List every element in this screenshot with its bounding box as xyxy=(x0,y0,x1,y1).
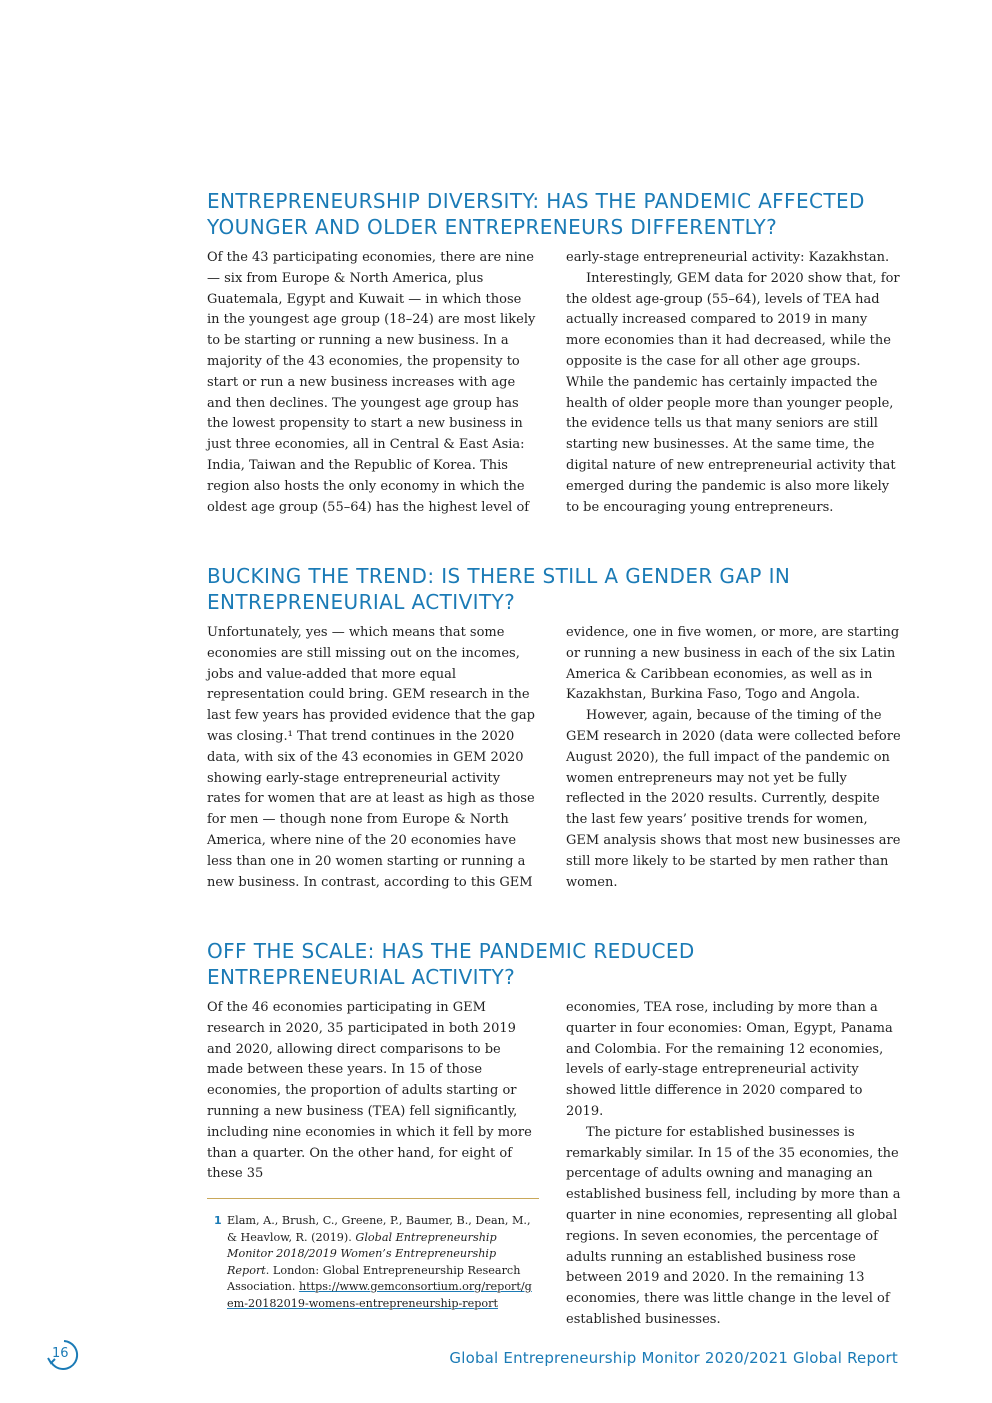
paragraph: However, again, because of the timing of the GEM research in 2020 (data were collected before August 2020), the full impact of the pandemic on women entrepreneurs may not yet be fully reflected in the 2020 results. Currently, despite the last few years’ positive trends for women, GEM analysis shows that most new businesses are still more likely to be started by men rather than women. xyxy=(566,708,901,890)
paragraph: Unfortunately, yes — which means that some economies are still missing out on the incomes, jobs and value-added that more equal representation could bring. GEM research in the last few years has provided evidence that the gap was closing.¹ That trend continues in the 2020 data, with six of the 43 economies in GEM 2020 showing early-stage entrepreneurial activity rates for women that are at least as high as those for men — though none from Europe & North America, where nine of the 20 economies have less than one in 20 women starting or running a new business. In contrast, according to this GEM xyxy=(207,625,535,890)
page-number-label: 16 xyxy=(52,1346,69,1361)
paragraph: early-stage entrepreneurial activity: Kazakhstan. xyxy=(566,250,890,265)
footnote-authors: Elam, A., Brush, C., Greene, P., Baumer, B., Dean, M., & Heavlow, R. (2019). xyxy=(227,1214,531,1244)
paragraph: evidence, one in five women, or more, are starting or running a new business in each of the six Latin America & Caribbean economies, as well as in Kazakhstan, Burkina Faso, Togo and Angola. xyxy=(566,625,900,703)
footnote-title: Global Entrepreneurship Monitor 2018/2019 Women’s Entrepreneurship Report xyxy=(227,1230,497,1277)
paragraph: The picture for established businesses is remarkably similar. In 15 of the 35 economies, the percentage of adults owning and managing an established business fell, including by more than a quarter in nine economies, representing all global regions. In seven economies, the percentage of adults running an established business rose between 2019 and 2020. In the remaining 13 economies, there was little change in the level of established businesses. xyxy=(566,1124,901,1327)
paragraph: Of the 43 participating economies, there are nine — six from Europe & North America, plus Guatemala, Egypt and Kuwait — in which those in the youngest age group (18–24) are most likely to be starting or running a new business. In a majority of the 43 economies, the propensity to start or run a new business increases with age and then declines. The youngest age group has the lowest propensity to start a new business in just three economies, all in Central & East Asia: India, Taiwan and the Republic of Korea. This region also hosts the only economy in which the oldest age group (55–64) has the highest level of xyxy=(207,250,536,515)
footnote-publisher: . London: Global Entrepreneurship Research Association. xyxy=(227,1263,521,1293)
section-gender-gap xyxy=(207,563,899,923)
section-heading: OFF THE SCALE: HAS THE PANDEMIC REDUCED ENTREPRENEURIAL ACTIVITY? xyxy=(207,939,695,989)
column-left xyxy=(207,248,537,518)
section-diversity xyxy=(207,188,899,548)
paragraph: Of the 46 economies participating in GEM research in 2020, 35 participated in both 2019 and 2020, allowing direct comparisons to be made between these years. In 15 of those economies, the proportion of adults starting or running a new business (TEA) fell significantly, including nine economies in which it fell by more than a quarter. On the other hand, for eight of these 35 xyxy=(207,1000,532,1182)
paragraph: Interestingly, GEM data for 2020 show that, for the oldest age-group (55–64), levels of TEA had actually increased compared to 2019 in many more economies than it had decreased, while the opposite is the case for all other age groups. While the pandemic has certainly impacted the health of older people more than younger people, the evidence tells us that many seniors are still starting new businesses. At the same time, the digital nature of new entrepreneurial activity that emerged during the pandemic is also more likely to be encouraging young entrepreneurs. xyxy=(566,270,900,515)
section-columns xyxy=(207,248,899,548)
footnote-link[interactable]: https://www.gemconsortium.org/report/gem-20182019-womens-entrepreneurship-report xyxy=(227,1280,532,1310)
column-left xyxy=(207,623,537,893)
section-heading: ENTREPRENEURSHIP DIVERSITY: HAS THE PANDEMIC AFFECTED YOUNGER AND OLDER ENTREPRENEURS DIFFERENTLY? xyxy=(207,189,865,239)
page-number xyxy=(46,1338,82,1372)
footnote-number: 1 xyxy=(214,1214,222,1227)
column-left xyxy=(207,998,537,1185)
footnote-divider xyxy=(207,1198,539,1199)
paragraph: economies, TEA rose, including by more than a quarter in four economies: Oman, Egypt, Panama and Colombia. For the remaining 12 economies, levels of early-stage entrepreneurial activity showed little difference in 2020 compared to 2019. xyxy=(566,1000,893,1119)
footnote xyxy=(214,1213,536,1312)
footer-title: Global Entrepreneurship Monitor 2020/2021 Global Report xyxy=(449,1349,898,1367)
section-heading: BUCKING THE TREND: IS THERE STILL A GENDER GAP IN ENTREPRENEURIAL ACTIVITY? xyxy=(207,564,791,614)
section-columns xyxy=(207,623,899,923)
column-right xyxy=(566,248,901,518)
footnote-text xyxy=(227,1213,536,1312)
column-right xyxy=(566,623,901,893)
column-right xyxy=(566,998,901,1331)
